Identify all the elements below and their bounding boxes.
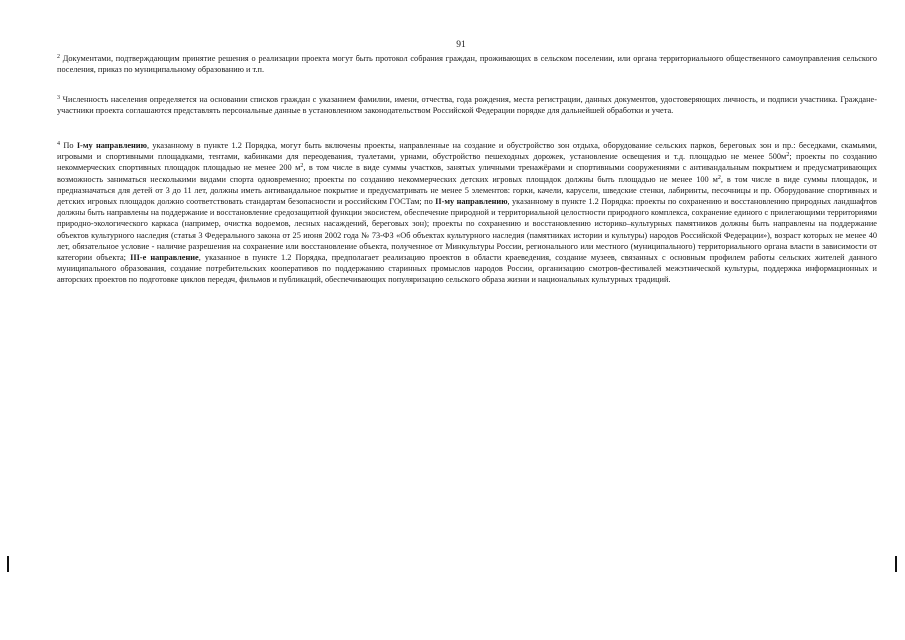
footnote-marker: 2 — [57, 54, 60, 60]
superscript-2: 2 — [717, 174, 721, 181]
footnote-marker: 4 — [57, 141, 60, 147]
footnote-text: , указанное в пункте 1.2 Порядка, предполагает реализацию проектов в области краеведения, создание музеев, связанных с основным профилем работы сельских жителей данного муниципального образования, создание потребительских кооперативов по поддержанию старинных промыслов народов России, организацию смотров-фестивалей межэтнической культуры, поддержка информационных и авторских проектов по подготовке циклов передач, фильмов и публикаций, обеспечивающих популяризацию сельского образа жизни и национальных культурных традиций. — [57, 253, 877, 285]
left-edge-mark — [7, 556, 9, 572]
footnote-text: ; проекты по созданию некоммерческих спортивных площадок площадью не менее 200 м — [57, 152, 878, 173]
footnote-text: По — [63, 141, 77, 150]
footnote-4 — [57, 140, 877, 286]
direction-2-label: II-му направлению — [435, 197, 508, 207]
superscript-2: 2 — [300, 163, 304, 170]
right-edge-mark — [895, 556, 897, 572]
footnote-text: , в том числе в виде суммы участков, занятых уличными тренажёрами и спортивными сооружениями с антивандальным покрытием и предусматривающих возможность заниматься несколькими видами спорта одновременно; проекты по созданию некоммерческих детских игровых площадок должны быть площадью не менее 100 м — [57, 163, 877, 184]
page-number: 91 — [456, 40, 466, 50]
footnote-text: Численность населения определяется на основании списков граждан с указанием фамилии, имени, отчества, года рождения, места регистрации, данных документов, удостоверяющих личность, и подписи участника. Граждане-участники проекта соглашаются представлять персональные данные в установленном законодательством Российской Федерации порядке для дальнейшей обработки и учета. — [57, 95, 877, 116]
footnote-text: Документами, подтверждающим принятие решения о реализации проекта могут быть протокол собрания граждан, проживающих в сельском поселении, или органа территориального общественного самоуправления сельского поселения, приказ по муниципальному образованию и т.п. — [57, 54, 877, 75]
footnote-3 — [57, 94, 877, 116]
footnote-2 — [57, 53, 877, 75]
superscript-2: 2 — [786, 152, 790, 159]
footnote-text: , указанному в пункте 1.2 Порядка: проекты по сохранению и восстановлению природных ландшафтов должны быть направлены на поддержание и восстановление средозащитной функции экосистем, обеспечение природной и территориальной целостности природного комплекса, сохранение единого с прилегающими территориями природно-экологического каркаса (например, очистка водоемов, лесных насаждений, береговых зон); проекты по сохранению и восстановлению историко–культурных памятников должны быть направлены на поддержание объектов культурного наследия (статья 3 Федерального закона от 25 июня 2002 года № 73-ФЗ «Об объектах культурного наследия (памятниках истории и культуры) народов Российской Федерации»), возраст которых не менее 40 лет, обязательное условие - наличие разрешения на сохранение или восстановление объекта, полученное от Минкультуры России, регионального или местного (муниципального) территориального органа власти в зависимости от категории объекта; — [57, 197, 877, 263]
direction-1-label: I-му направлению — [76, 141, 147, 150]
footnote-marker: 3 — [57, 95, 60, 101]
direction-3-label: III-е направление — [130, 253, 199, 263]
footnote-text: , в том числе в виде суммы площадок, и предназначаться для детей от 3 до 11 лет, должны иметь антивандальное покрытие и предусматривать не менее 5 элементов: горки, качели, карусели, шведские стенки, лабиринты, песочницы и пр. Оборудование спортивных и детских игровых площадок должно соответствовать стандартам безопасности и российским ГОСТам; по — [57, 174, 877, 207]
footnote-text: , указанному в пункте 1.2 Порядка, могут быть включены проекты, направленные на создание и обустройство зон отдыха, оборудование сельских парков, береговых зон и пр.: беседками, скамьями, игровыми и спортивными площадками, тентами, кабинками для переодевания, туалетами, урнами, обустройство пешеходных дорожек, установление освещения и т.д. площадью не менее 500м — [57, 141, 877, 162]
